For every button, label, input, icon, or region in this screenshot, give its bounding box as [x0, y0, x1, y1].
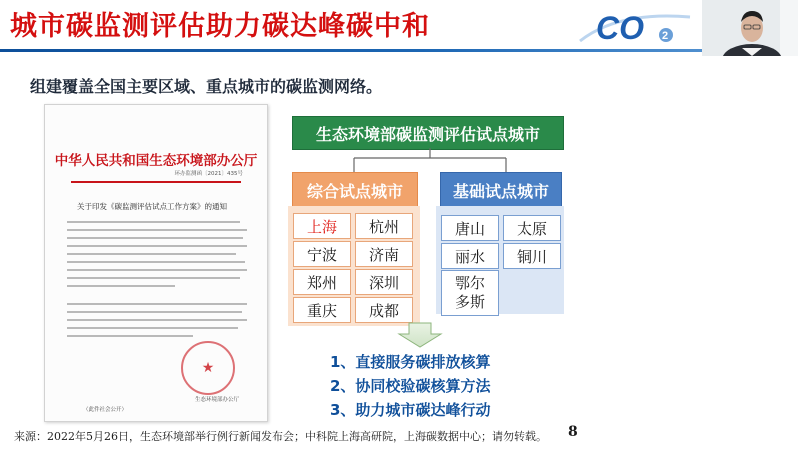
tree-connector	[350, 148, 510, 174]
official-seal-icon: ★	[181, 341, 235, 395]
document-sign: 生态环境部办公厅	[195, 397, 240, 403]
source-footnote: 来源：2022年5月26日，生态环境部举行例行新闻发布会；中科院上海高研院，上海碳数据中心；请勿转载。	[14, 430, 547, 443]
comprehensive-pilot-label: 综合试点城市	[292, 172, 418, 208]
city-chongqing: 重庆	[293, 297, 351, 323]
side-panel-background	[702, 56, 798, 452]
outcome-item-3: 3、助力城市碳达峰行动	[330, 401, 491, 419]
pilot-cities-root-box: 生态环境部碳监测评估试点城市	[292, 116, 564, 150]
co2-logo-text: CO	[596, 10, 644, 46]
city-ningbo: 宁波	[293, 241, 351, 267]
city-zhengzhou: 郑州	[293, 269, 351, 295]
slide-subtitle: 组建覆盖全国主要区域、重点城市的碳监测网络。	[30, 77, 383, 96]
city-ordos	[441, 270, 499, 316]
outcome-item-2: 2、协同校验碳核算方法	[330, 377, 491, 395]
down-arrow-icon	[397, 322, 443, 348]
official-document-image	[44, 104, 268, 422]
city-shenzhen: 深圳	[355, 269, 413, 295]
document-title: 关于印发《碳监测评估试点工作方案》的通知	[77, 202, 227, 211]
outcome-item-1: 1、直接服务碳排放核算	[330, 353, 491, 371]
city-shanghai: 上海	[293, 213, 351, 239]
city-lishui: 丽水	[441, 243, 499, 269]
document-number: 环办监测函〔2021〕435号	[174, 171, 243, 177]
city-hangzhou: 杭州	[355, 213, 413, 239]
city-ordos-line-2: 多斯	[454, 293, 485, 311]
basic-pilot-label: 基础试点城市	[440, 172, 562, 208]
page-number: 8	[568, 424, 578, 440]
outcome-list	[330, 350, 490, 422]
city-jinan: 济南	[355, 241, 413, 267]
city-tangshan: 唐山	[441, 215, 499, 241]
document-footer: （此件社会公开）	[83, 407, 128, 413]
co2-logo-icon	[578, 5, 696, 47]
city-ordos-line-1: 鄂尔	[454, 274, 485, 292]
co2-logo-subscript: 2	[662, 30, 669, 42]
city-tongchuan: 铜川	[503, 243, 561, 269]
title-divider	[0, 49, 702, 52]
city-taiyuan: 太原	[503, 215, 561, 241]
document-header: 中华人民共和国生态环境部办公厅	[54, 153, 258, 169]
document-red-rule	[71, 181, 241, 183]
slide-title: 城市碳监测评估助力碳达峰碳中和	[10, 11, 430, 42]
document-body-lines	[67, 221, 247, 343]
webcam-presenter-icon[interactable]	[702, 0, 798, 56]
city-chengdu: 成都	[355, 297, 413, 323]
